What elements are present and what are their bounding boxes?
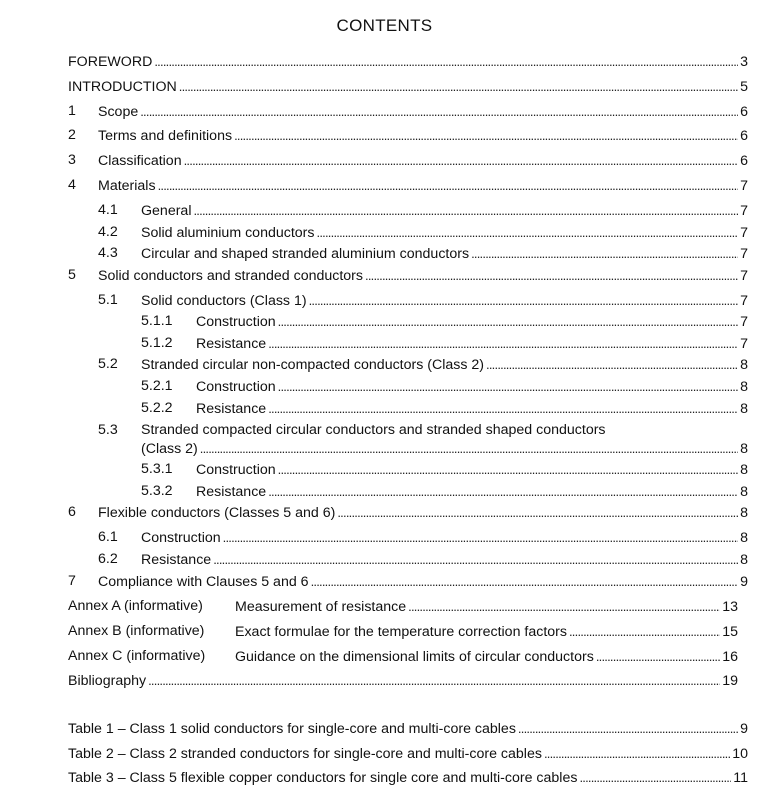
entry-label: Construction — [196, 314, 276, 330]
table-list-entry[interactable] — [68, 720, 748, 738]
dot-leader — [179, 78, 738, 96]
toc-entry-row[interactable] — [196, 461, 748, 479]
entry-label: FOREWORD — [68, 54, 153, 70]
entry-number: 4.1 — [98, 202, 118, 218]
toc-entry-row[interactable] — [141, 245, 748, 263]
toc-entry-row[interactable] — [141, 551, 748, 569]
dot-leader — [213, 551, 738, 569]
entry-label: Resistance — [196, 484, 267, 500]
page-number: 8 — [740, 441, 748, 457]
entry-number: 7 — [68, 573, 76, 589]
dot-leader — [518, 720, 738, 738]
entry-number: 6.2 — [98, 551, 118, 567]
toc-entry-row[interactable] — [98, 573, 748, 591]
toc-entry-row[interactable] — [68, 78, 748, 96]
page-number: 11 — [733, 770, 748, 786]
entry-number: 5.1.2 — [141, 335, 173, 351]
entry-label: Exact formulae for the temperature correction factors — [235, 624, 567, 640]
toc-entry-row[interactable] — [141, 440, 748, 458]
entry-label: Flexible conductors (Classes 5 and 6) — [98, 505, 336, 521]
toc-entry-row[interactable] — [196, 313, 748, 331]
page-number: 8 — [740, 484, 748, 500]
toc-entry-row[interactable] — [141, 529, 748, 547]
table-list-entry[interactable] — [68, 745, 748, 763]
page-number: 6 — [740, 128, 748, 144]
entry-label: Resistance — [141, 552, 212, 568]
page-number: 7 — [740, 178, 748, 194]
entry-number: 5.1.1 — [141, 313, 173, 329]
page-number: 7 — [740, 268, 748, 284]
entry-label: Classification — [98, 153, 182, 169]
page-number: 3 — [740, 54, 748, 70]
toc-entry-row[interactable] — [196, 378, 748, 396]
entry-label: Materials — [98, 178, 156, 194]
page-number: 8 — [740, 552, 748, 568]
entry-label: Resistance — [196, 336, 267, 352]
dot-leader — [148, 672, 720, 690]
page-number: 7 — [740, 293, 748, 309]
entry-label: Bibliography — [68, 673, 147, 689]
toc-entry-row[interactable] — [141, 356, 748, 374]
contents-title: CONTENTS — [336, 16, 433, 35]
dot-leader — [311, 573, 739, 591]
dot-leader — [278, 461, 738, 479]
toc-entry-row[interactable] — [235, 623, 738, 641]
dot-leader — [268, 335, 738, 353]
dot-leader — [140, 103, 738, 121]
entry-label: Terms and definitions — [98, 128, 233, 144]
entry-label: General — [141, 203, 192, 219]
dot-leader — [158, 177, 739, 195]
dot-leader — [154, 53, 738, 71]
toc-entry-row[interactable] — [68, 53, 748, 71]
page-number: 19 — [722, 673, 738, 689]
page-number: 7 — [740, 203, 748, 219]
entry-number: Annex C (informative) — [68, 648, 206, 664]
toc-entry-row[interactable] — [141, 202, 748, 220]
dot-leader — [337, 504, 738, 522]
dot-leader — [408, 598, 720, 616]
entry-label: Construction — [196, 462, 276, 478]
table-label: Table 3 – Class 5 flexible copper conductors for single core and multi-core cables — [68, 770, 578, 786]
dot-leader — [596, 648, 720, 666]
page-number: 15 — [722, 624, 738, 640]
entry-label: Solid conductors and stranded conductors — [98, 268, 363, 284]
page-number: 8 — [740, 530, 748, 546]
entry-number: 5.3.2 — [141, 483, 173, 499]
page-number: 6 — [740, 104, 748, 120]
toc-entry-row[interactable] — [98, 103, 748, 121]
table-label: Table 2 – Class 2 stranded conductors for single-core and multi-core cables — [68, 746, 542, 762]
table-label: Table 1 – Class 1 solid conductors for single-core and multi-core cables — [68, 721, 516, 737]
entry-number: 1 — [68, 103, 76, 119]
entry-label: Compliance with Clauses 5 and 6 — [98, 574, 309, 590]
entry-number: 4 — [68, 177, 76, 193]
entry-number: 5 — [68, 267, 76, 283]
toc-entry-row[interactable] — [196, 400, 748, 418]
dot-leader — [544, 745, 730, 763]
entry-label: Guidance on the dimensional limits of circular conductors — [235, 649, 594, 665]
entry-number: 2 — [68, 127, 76, 143]
entry-number: Annex A (informative) — [68, 598, 203, 614]
dot-leader — [234, 127, 738, 145]
entry-label: Stranded circular non-compacted conductors (Class 2) — [141, 357, 485, 373]
entry-number: 6 — [68, 504, 76, 520]
toc-entry-row[interactable] — [141, 224, 748, 242]
dot-leader — [309, 292, 739, 310]
toc-entry-row[interactable] — [235, 648, 738, 666]
entry-number: Annex B (informative) — [68, 623, 205, 639]
dot-leader — [184, 152, 739, 170]
entry-label: Scope — [98, 104, 139, 120]
toc-entry-row[interactable] — [196, 335, 748, 353]
dot-leader — [278, 313, 738, 331]
entry-label: Resistance — [196, 401, 267, 417]
toc-entry-row[interactable] — [68, 672, 738, 690]
entry-label: Solid conductors (Class 1) — [141, 293, 307, 309]
entry-label: Solid aluminium conductors — [141, 225, 315, 241]
entry-label: Construction — [141, 530, 221, 546]
toc-entry-row[interactable] — [98, 152, 748, 170]
table-list-entry[interactable] — [68, 769, 748, 787]
entry-number: 3 — [68, 152, 76, 168]
entry-number: 4.2 — [98, 224, 118, 240]
entry-number: 4.3 — [98, 245, 118, 261]
entry-label: INTRODUCTION — [68, 79, 177, 95]
page-number: 16 — [722, 649, 738, 665]
dot-leader — [278, 378, 738, 396]
toc-entry-row[interactable] — [235, 598, 738, 616]
entry-label: Construction — [196, 379, 276, 395]
page-number: 8 — [740, 379, 748, 395]
page-number: 7 — [740, 336, 748, 352]
page-number: 6 — [740, 153, 748, 169]
toc-entry-row[interactable] — [141, 292, 748, 310]
toc-entry-row[interactable] — [98, 504, 748, 522]
entry-number: 5.2.1 — [141, 378, 173, 394]
dot-leader — [365, 267, 738, 285]
page-number: 5 — [740, 79, 748, 95]
entry-label: Circular and shaped stranded aluminium conductors — [141, 246, 470, 262]
entry-label[interactable]: Stranded compacted circular conductors and stranded shaped conductors — [141, 422, 606, 438]
page-number: 13 — [722, 599, 738, 615]
dot-leader — [193, 202, 738, 220]
page-number: 9 — [740, 721, 748, 737]
page-number: 8 — [740, 357, 748, 373]
dot-leader — [200, 440, 738, 458]
toc-entry-row[interactable] — [196, 483, 748, 501]
toc-entry-row[interactable] — [98, 267, 748, 285]
dot-leader — [268, 400, 738, 418]
dot-leader — [223, 529, 738, 547]
entry-number: 5.3.1 — [141, 461, 173, 477]
toc-entry-row[interactable] — [98, 177, 748, 195]
entry-number: 6.1 — [98, 529, 118, 545]
entry-label: Measurement of resistance — [235, 599, 407, 615]
dot-leader — [471, 245, 738, 263]
dot-leader — [268, 483, 738, 501]
page-number: 8 — [740, 462, 748, 478]
dot-leader — [317, 224, 739, 242]
entry-label-continued: (Class 2) — [141, 441, 198, 457]
entry-number: 5.2 — [98, 356, 118, 372]
page-number: 7 — [740, 246, 748, 262]
page-number: 7 — [740, 225, 748, 241]
entry-number: 5.1 — [98, 292, 118, 308]
page-number: 10 — [732, 746, 748, 762]
entry-number: 5.3 — [98, 422, 118, 438]
dot-leader — [579, 769, 731, 787]
page-number: 9 — [740, 574, 748, 590]
entry-number: 5.2.2 — [141, 400, 173, 416]
page-number: 7 — [740, 314, 748, 330]
dot-leader — [569, 623, 720, 641]
dot-leader — [486, 356, 738, 374]
page-number: 8 — [740, 505, 748, 521]
page-number: 8 — [740, 401, 748, 417]
toc-entry-row[interactable] — [98, 127, 748, 145]
